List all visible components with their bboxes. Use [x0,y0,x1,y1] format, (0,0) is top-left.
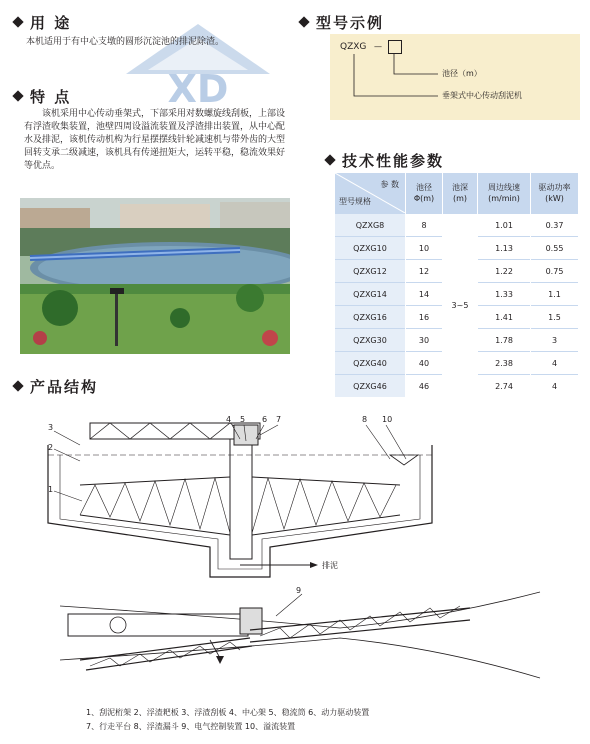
usage-title: 用 途 [14,12,71,33]
cell-diameter: 40 [406,352,443,375]
specs-header-corner [335,173,406,214]
cell-diameter: 30 [406,329,443,352]
cell-diameter: 16 [406,306,443,329]
cell-model: QZXG40 [335,352,406,375]
structure-plan-drawing [40,588,560,680]
model-code: QZXG [340,42,367,52]
specs-table-wrap [334,172,578,397]
specs-header-row [335,173,579,214]
diamond-bullet-icon [298,16,309,27]
model-dash: — [374,42,382,51]
table-row [335,214,579,237]
cell-diameter: 10 [406,237,443,260]
cell-speed: 1.78 [478,329,531,352]
cell-model: QZXG16 [335,306,406,329]
cell-diameter: 14 [406,283,443,306]
cell-speed: 1.41 [478,306,531,329]
cell-power: 0.55 [531,237,579,260]
model-example-box [330,34,580,120]
clarifier-photo [20,198,290,354]
cell-diameter: 12 [406,260,443,283]
cell-power: 4 [531,375,579,398]
cell-model: QZXG14 [335,283,406,306]
callout-label: 9 [296,586,302,595]
cell-power: 4 [531,352,579,375]
diamond-bullet-icon [12,380,23,391]
header-model: 型号规格 [339,197,371,206]
diamond-bullet-icon [12,90,23,101]
header-depth: 池深 (m) [443,173,478,214]
outlet-label: 排泥 [322,561,338,570]
cell-power: 0.75 [531,260,579,283]
callout-label: 2 [48,443,54,452]
usage-text: 本机适用于有中心支墩的圆形沉淀池的排泥除渣。 [26,37,225,47]
cell-diameter: 8 [406,214,443,237]
model-label-type: 垂架式中心传动刮泥机 [442,91,522,100]
callout-label: 3 [48,423,54,432]
features-title: 特 点 [14,86,71,107]
header-diameter: 池径 Φ(m) [406,173,443,214]
cell-power: 0.37 [531,214,579,237]
specs-title: 技术性能参数 [326,150,444,171]
cell-model: QZXG46 [335,375,406,398]
model-label-diameter: 池径（m） [442,69,482,78]
cell-diameter: 46 [406,375,443,398]
header-speed: 周边线速 (m/min) [478,173,531,214]
cell-speed: 1.22 [478,260,531,283]
cell-power: 1.1 [531,283,579,306]
cell-model: QZXG30 [335,329,406,352]
structure-elevation-drawing [40,415,560,590]
cell-model: QZXG8 [335,214,406,237]
structure-title: 产品结构 [14,376,98,397]
cell-speed: 2.74 [478,375,531,398]
cell-speed: 1.33 [478,283,531,306]
callout-label: 5 [240,415,246,424]
watermark-text: XD [167,67,229,110]
header-power: 驱动功率 (kW) [531,173,579,214]
legend-line-2: 7、行走平台 8、浮渣漏斗 9、电气控制装置 10、溢流装置 [86,722,296,731]
cell-depth-merged: 3~5 [443,214,478,398]
specs-table [334,172,578,397]
cell-speed: 1.13 [478,237,531,260]
callout-label: 4 [226,415,232,424]
callout-label: 6 [262,415,268,424]
cell-power: 1.5 [531,306,579,329]
cell-power: 3 [531,329,579,352]
callout-label: 1 [48,485,54,494]
cell-model: QZXG10 [335,237,406,260]
structure-legend [86,706,369,734]
features-text: 该机采用中心传动垂架式，下部采用对数螺旋线刮板，上部设有浮渣收集装置，池壁四周设溢流装置及浮渣排出装置，从中心配水及排泥，该机传动机构为行星摆摆线针轮减速机与带外齿的大型回转支承二级减速，该机具有传递扭矩大，运转平稳，稳流效果好等优点。 [24,109,286,171]
xd-watermark-logo [118,18,278,110]
callout-label: 7 [276,415,282,424]
cell-speed: 2.38 [478,352,531,375]
diamond-bullet-icon [324,154,335,165]
legend-line-1: 1、刮泥桁架 2、浮渣耙板 3、浮渣刮板 4、中心架 5、稳流筒 6、动力驱动装置 [86,708,370,717]
callout-label: 8 [362,415,368,424]
header-param: 参 数 [380,180,399,189]
diamond-bullet-icon [12,16,23,27]
model-example-title: 型号示例 [300,12,384,33]
cell-model: QZXG12 [335,260,406,283]
cell-speed: 1.01 [478,214,531,237]
callout-label: 10 [382,415,393,424]
